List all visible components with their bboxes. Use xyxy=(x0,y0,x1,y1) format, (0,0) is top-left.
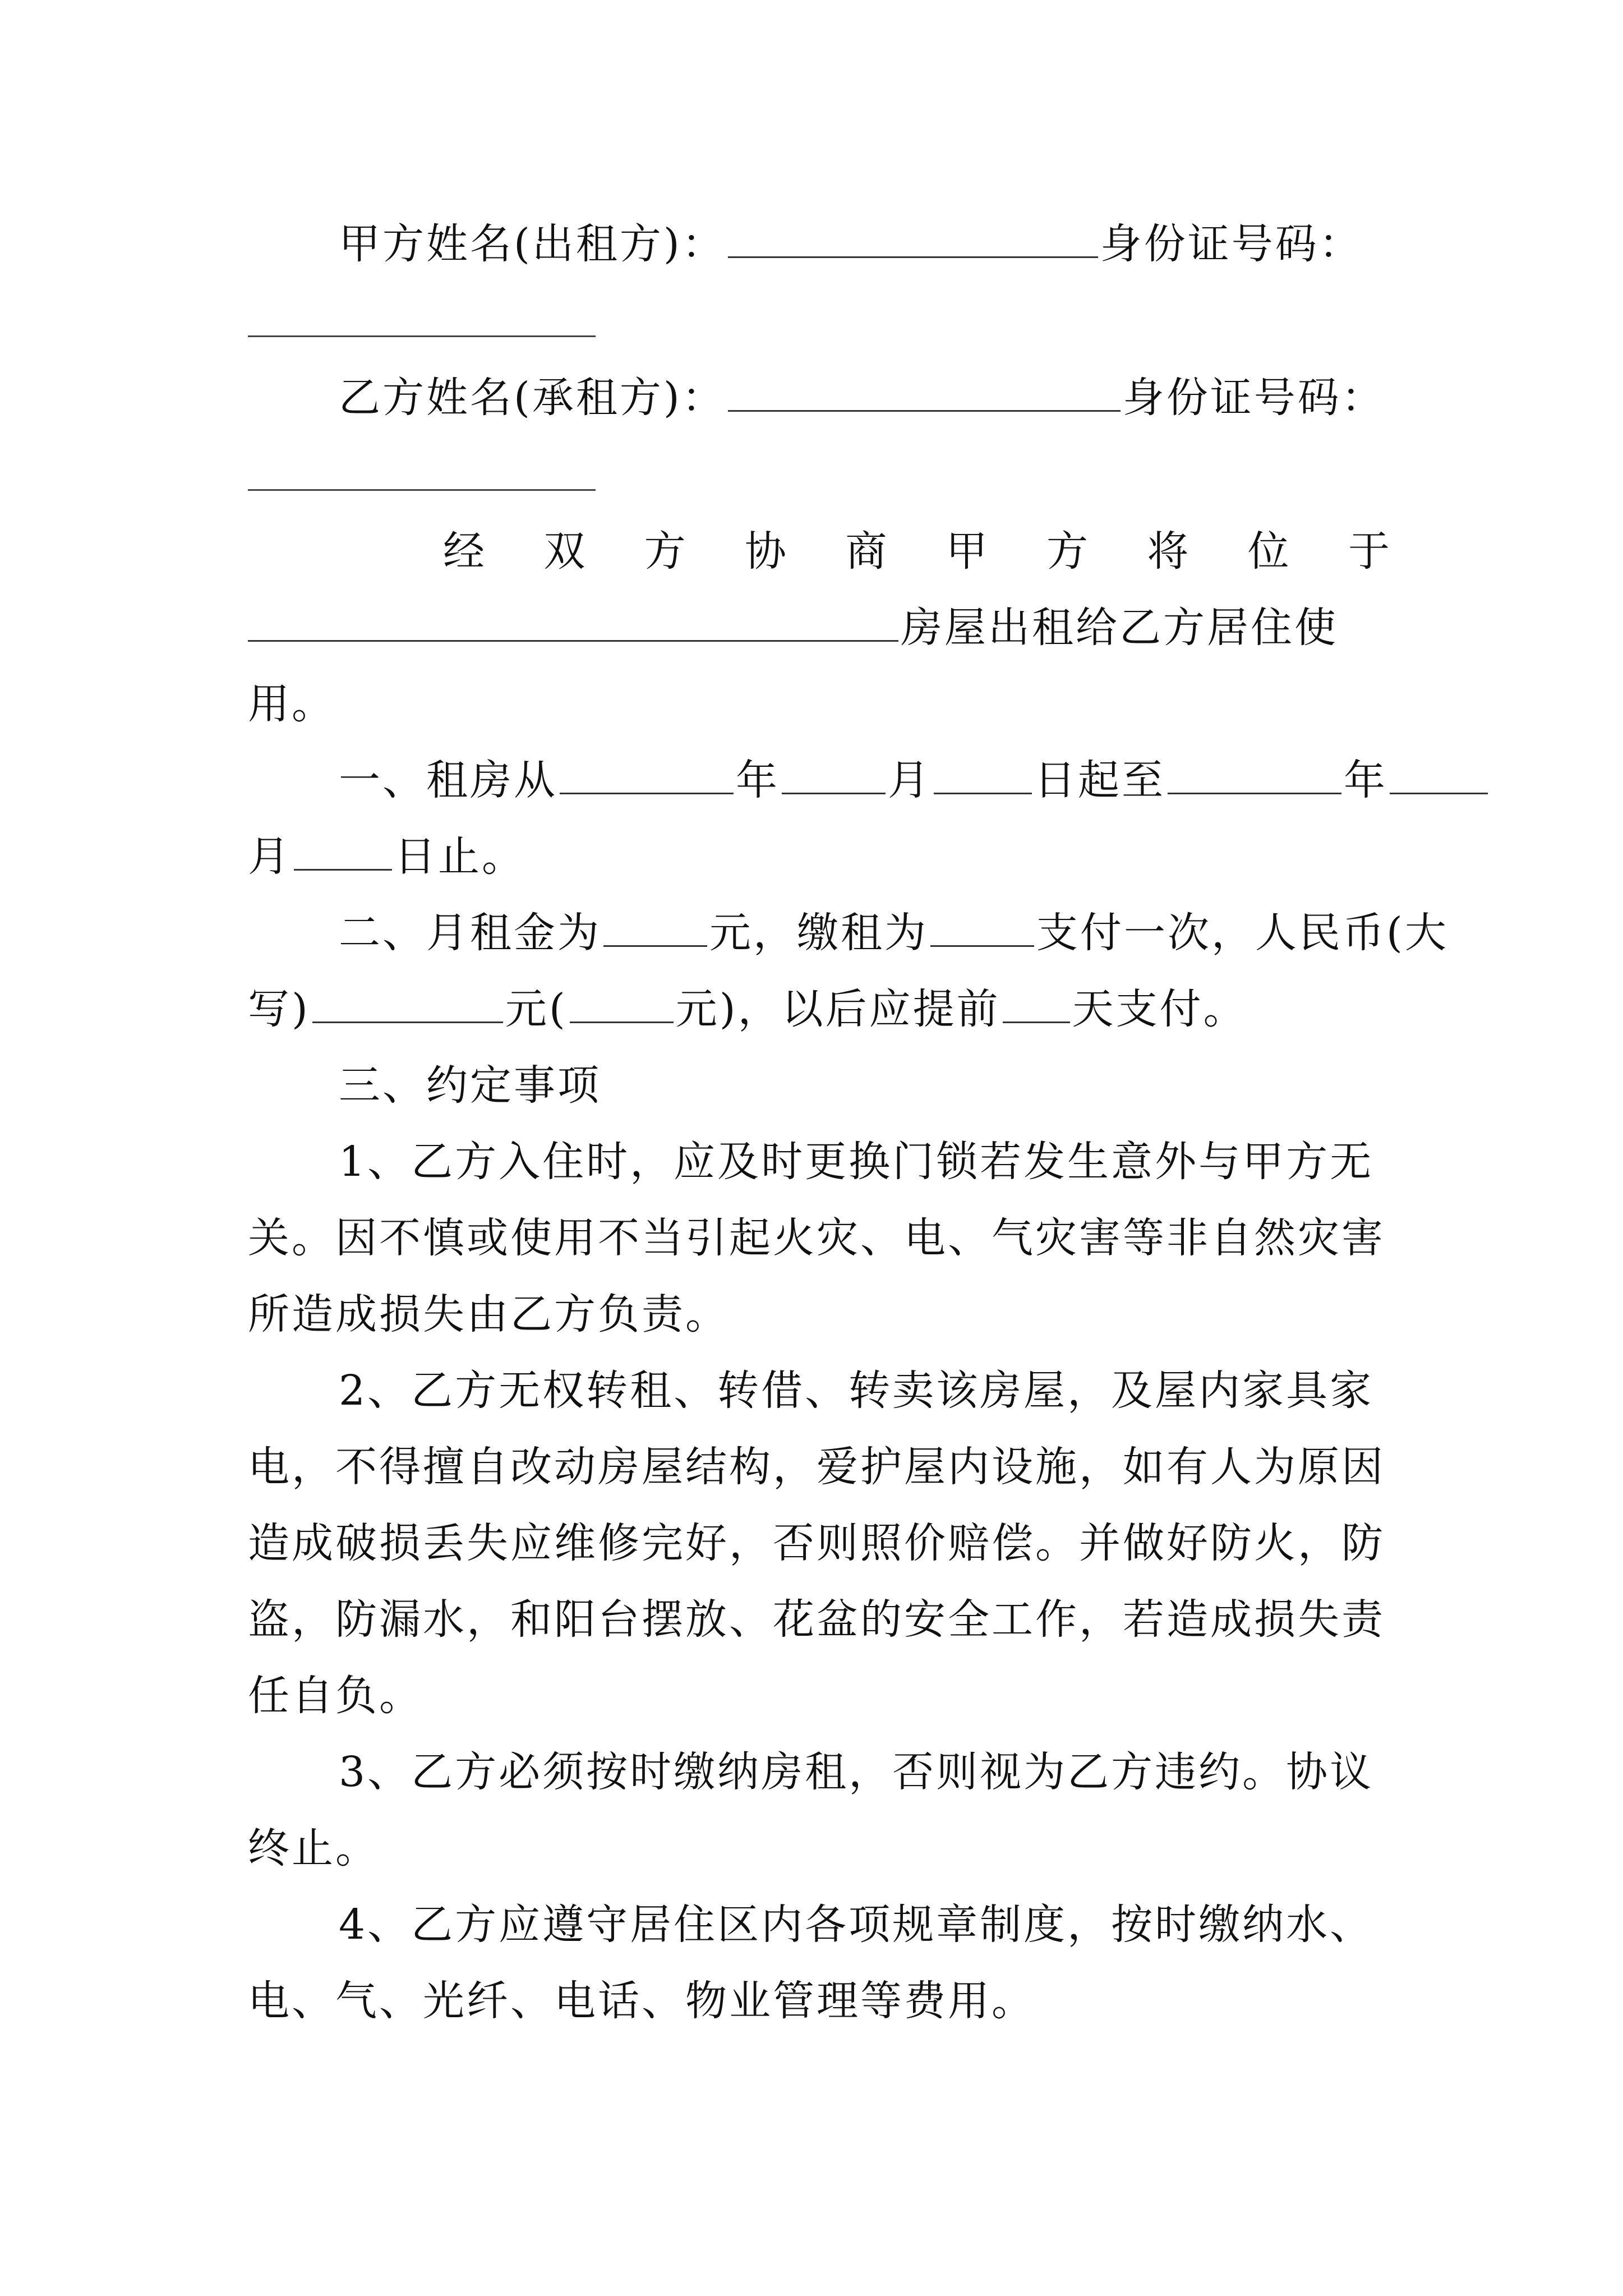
section-3-title xyxy=(339,1055,1392,1116)
rent-pay-once-label: 支付一次，人民币(大 xyxy=(1036,909,1449,957)
party-a-line xyxy=(339,213,1392,275)
clause-text: 4、乙方应遵守居住区内各项规章制度，按时缴纳水、 xyxy=(339,1901,1374,1949)
term-line-1 xyxy=(339,749,1392,811)
clause-text: 关。因不慎或使用不当引起火灾、电、气灾害等非自然灾害 xyxy=(248,1214,1385,1262)
clause-1-line-3 xyxy=(248,1283,1392,1345)
clause-text: 所造成损失由乙方负责。 xyxy=(248,1290,729,1338)
clause-text: 电、气、光纤、电话、物业管理等费用。 xyxy=(248,1977,1035,2025)
end-month-blank[interactable] xyxy=(1390,751,1488,794)
rent-yuan-label: 元，缴租为 xyxy=(709,909,928,957)
payment-period-blank[interactable] xyxy=(930,904,1034,947)
start-day-blank[interactable] xyxy=(934,751,1032,794)
party-a-id-label: 身份证号码： xyxy=(1100,220,1363,268)
rent-line-1 xyxy=(339,902,1449,964)
section-3-title-text: 三、约定事项 xyxy=(339,1061,601,1110)
intro-line-3-text: 用。 xyxy=(248,680,335,728)
party-b-id-label: 身份证号码： xyxy=(1122,374,1385,422)
property-address-blank[interactable] xyxy=(248,599,898,642)
clause-4-line-1 xyxy=(339,1894,1392,1955)
intro-char: 商 xyxy=(845,527,889,576)
rent-line-2-start: 写) xyxy=(248,985,310,1033)
intro-char: 位 xyxy=(1247,527,1292,576)
clause-2-line-3 xyxy=(248,1512,1392,1574)
clause-2-line-5 xyxy=(248,1665,1392,1727)
monthly-rent-blank[interactable] xyxy=(603,904,707,947)
rent-days-label: 天支付。 xyxy=(1072,985,1247,1033)
party-b-name-blank[interactable] xyxy=(728,369,1121,412)
clause-text: 2、乙方无权转租、转借、转卖该房屋，及屋内家具家 xyxy=(339,1366,1374,1415)
party-a-label: 甲方姓名(出租方)： xyxy=(339,220,726,268)
term-year2-label: 年 xyxy=(1344,756,1387,804)
intro-char: 协 xyxy=(744,527,789,576)
party-b-id-blank[interactable] xyxy=(248,489,596,491)
clause-4-line-2 xyxy=(248,1970,1392,2032)
clause-3-line-1 xyxy=(339,1741,1392,1803)
advance-days-blank[interactable] xyxy=(1003,980,1070,1023)
intro-char: 经 xyxy=(443,527,487,576)
intro-char: 于 xyxy=(1348,527,1392,576)
intro-line-2 xyxy=(248,597,1392,659)
clause-1-line-2 xyxy=(248,1207,1392,1269)
clause-2-line-1 xyxy=(339,1360,1392,1421)
term-year-label: 年 xyxy=(736,756,780,804)
end-year-blank[interactable] xyxy=(1168,751,1341,794)
rent-prefix: 二、月租金为 xyxy=(339,909,601,957)
clause-2-line-2 xyxy=(248,1436,1392,1498)
end-day-blank[interactable] xyxy=(294,827,392,871)
clause-2-line-4 xyxy=(248,1589,1392,1650)
clause-3-line-2 xyxy=(248,1818,1392,1879)
start-year-blank[interactable] xyxy=(560,751,734,794)
clause-text: 盗，防漏水，和阳台摆放、花盆的安全工作，若造成损失责 xyxy=(248,1595,1385,1644)
party-b-label: 乙方姓名(承租方)： xyxy=(339,374,726,422)
party-a-name-blank[interactable] xyxy=(728,215,1098,258)
amount-uppercase-blank[interactable] xyxy=(312,980,503,1023)
term-line-2 xyxy=(248,826,1392,887)
clause-text: 任自负。 xyxy=(248,1672,423,1720)
clause-text: 造成破损丢失应维修完好，否则照价赔偿。并做好防火，防 xyxy=(248,1519,1385,1567)
clause-text: 3、乙方必须按时缴纳房租，否则视为乙方违约。协议 xyxy=(339,1748,1374,1796)
start-month-blank[interactable] xyxy=(782,751,886,794)
intro-char: 将 xyxy=(1147,527,1191,576)
intro-char: 双 xyxy=(543,527,588,576)
term-day-start-label: 日起至 xyxy=(1034,756,1165,804)
intro-line-1 xyxy=(443,521,1392,582)
intro-char: 方 xyxy=(1046,527,1090,576)
party-a-id-blank[interactable] xyxy=(248,335,596,337)
term-day-end-label: 日止。 xyxy=(394,832,525,881)
party-b-line xyxy=(339,367,1392,429)
clause-text: 1、乙方入住时，应及时更换门锁若发生意外与甲方无 xyxy=(339,1138,1374,1186)
clause-text: 电，不得擅自改动房屋结构，爱护屋内设施，如有人为原因 xyxy=(248,1443,1385,1491)
term-prefix: 一、租房从 xyxy=(339,756,557,804)
intro-char: 甲 xyxy=(946,527,990,576)
clause-1-line-1 xyxy=(339,1131,1392,1193)
rent-yuan3-label: 元)，以后应提前 xyxy=(675,985,1000,1033)
rent-yuan2-label: 元( xyxy=(505,985,568,1033)
term-month2-label: 月 xyxy=(248,832,292,881)
intro-line-3 xyxy=(248,673,1392,735)
intro-char: 方 xyxy=(644,527,688,576)
intro-line-2-text: 房屋出租给乙方居住使 xyxy=(901,604,1338,652)
rent-line-2 xyxy=(248,978,1392,1040)
clause-text: 终止。 xyxy=(248,1824,379,1872)
amount-digits-blank[interactable] xyxy=(570,980,674,1023)
term-month-label: 月 xyxy=(888,756,932,804)
